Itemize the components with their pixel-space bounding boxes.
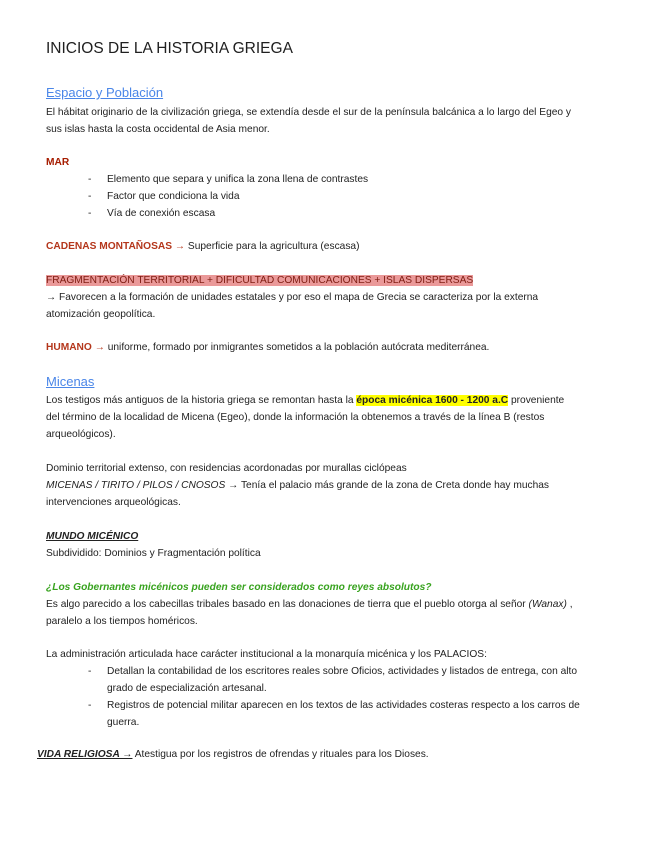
list-item-text: Elemento que separa y unifica la zona llena de contrastes bbox=[107, 174, 369, 185]
micenas-p2-line-2 bbox=[46, 477, 549, 494]
cities-list: MICENAS / TIRITO / PILOS / CNOSOS bbox=[46, 480, 226, 491]
p1-text-b: proveniente bbox=[510, 395, 565, 406]
frag-line bbox=[46, 272, 473, 289]
vida-text: Atestigua por los registros de ofrendas y rituales para los Dioses. bbox=[134, 749, 429, 760]
admin-line: La administración articulada hace carácter institucional a la monarquía micénica y los PALACIOS: bbox=[46, 649, 487, 660]
epoca-highlight: época micénica 1600 - 1200 a.C bbox=[356, 395, 509, 406]
list-item-text: Detallan la contabilidad de los escritores reales sobre Oficios, actividades y listados de entrega, con alto bbox=[107, 666, 578, 677]
answer-line-1 bbox=[46, 596, 573, 613]
answer-text-b: , bbox=[569, 599, 573, 610]
frag-highlight: FRAGMENTACIÓN TERRITORIAL + DIFICULTAD COMUNICACIONES + ISLAS DISPERSAS bbox=[46, 275, 474, 286]
frag-line-1: → Favorecen a la formación de unidades estatales y por eso el mapa de Grecia se caracteriza por la externa bbox=[46, 292, 539, 303]
humano-line bbox=[46, 339, 489, 356]
vida-line bbox=[37, 746, 429, 763]
micenas-p1-line-3: arqueológicos). bbox=[46, 429, 116, 440]
frag-line-2: atomización geopolítica. bbox=[46, 309, 156, 320]
p1-text-a: Los testigos más antiguos de la historia griega se remontan hasta la bbox=[46, 395, 354, 406]
page-title: INICIOS DE LA HISTORIA GRIEGA bbox=[46, 40, 293, 57]
cadenas-text: Superficie para la agricultura (escasa) bbox=[187, 241, 360, 252]
mar-label: MAR bbox=[46, 157, 70, 168]
bullet: - bbox=[88, 191, 92, 202]
list-item-text: Vía de conexión escasa bbox=[107, 208, 216, 219]
micenas-p2-line-1: Dominio territorial extenso, con residencias acordonadas por murallas ciclópeas bbox=[46, 463, 407, 474]
list-item-text: grado de especialización artesanal. bbox=[107, 683, 267, 694]
bullet: - bbox=[88, 700, 92, 711]
intro-line-2: sus islas hasta la costa occidental de Asia menor. bbox=[46, 124, 270, 135]
intro-line-1: El hábitat originario de la civilización griega, se extendía desde el sur de la península balcánica a lo largo del Egeo y bbox=[46, 107, 571, 118]
p2-rest: → Tenía el palacio más grande de la zona de Creta donde hay muchas bbox=[228, 480, 550, 491]
list-item-text: Registros de potencial militar aparecen en los textos de las actividades costeras respecto a los carros de bbox=[107, 700, 580, 711]
humano-text: uniforme, formado por inmigrantes sometidos a la población autócrata mediterránea. bbox=[107, 342, 490, 353]
answer-line-2: paralelo a los tiempos homéricos. bbox=[46, 616, 198, 627]
bullet: - bbox=[88, 174, 92, 185]
mundo-label: MUNDO MICÉNICO bbox=[46, 531, 139, 542]
micenas-p2-line-3: intervenciones arqueológicas. bbox=[46, 497, 181, 508]
list-item-text: guerra. bbox=[107, 717, 140, 728]
vida-label: VIDA RELIGIOSA → bbox=[37, 749, 133, 760]
micenas-p1-line-1 bbox=[46, 392, 564, 409]
bullet: - bbox=[88, 666, 92, 677]
section-heading-espacio[interactable]: Espacio y Población bbox=[46, 85, 164, 100]
mundo-sub: Subdividido: Dominios y Fragmentación política bbox=[46, 548, 261, 559]
cadenas-line bbox=[46, 238, 359, 255]
bullet: - bbox=[88, 208, 92, 219]
answer-text-a: Es algo parecido a los cabecillas tribales basado en las donaciones de tierra que el pueblo otorga al señor bbox=[46, 599, 526, 610]
list-item-text: Factor que condiciona la vida bbox=[107, 191, 240, 202]
question: ¿Los Gobernantes micénicos pueden ser considerados como reyes absolutos? bbox=[46, 582, 432, 593]
wanax: (Wanax) bbox=[528, 599, 567, 610]
humano-label: HUMANO bbox=[46, 342, 92, 353]
arrow-icon: → bbox=[174, 241, 186, 252]
arrow-icon: → bbox=[94, 342, 105, 353]
section-heading-micenas[interactable]: Micenas bbox=[46, 374, 95, 389]
micenas-p1-line-2: del término de la localidad de Micena (Egeo), donde la información la obtenemos a través de la línea B (restos bbox=[46, 412, 545, 423]
cadenas-label: CADENAS MONTAÑOSAS bbox=[46, 241, 173, 252]
